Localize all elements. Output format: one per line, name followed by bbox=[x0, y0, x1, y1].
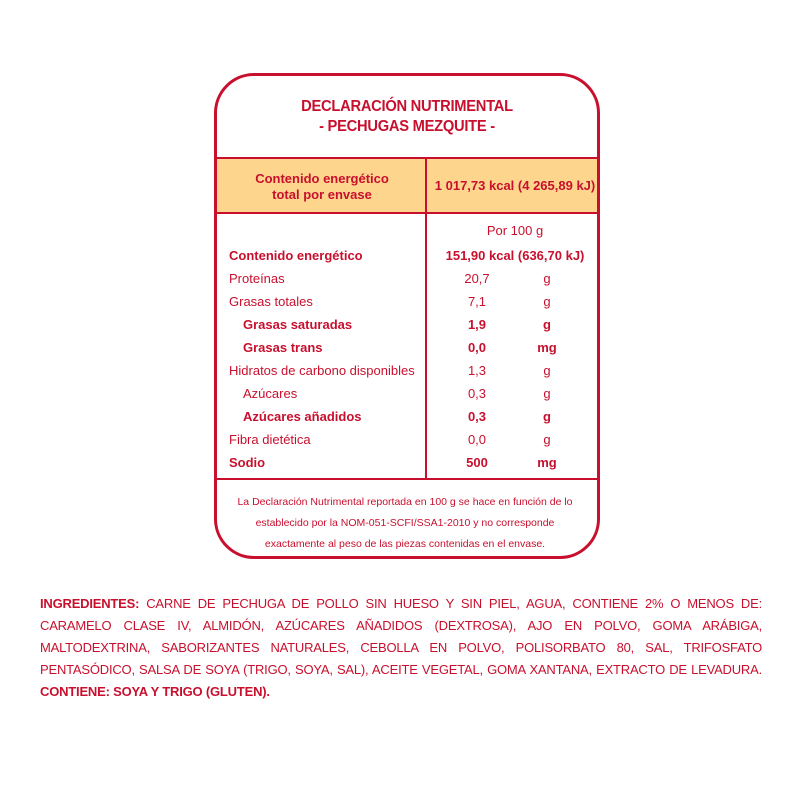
nutrient-name: Fibra dietética bbox=[229, 432, 311, 447]
nutrient-row bbox=[217, 340, 597, 360]
nutrient-value: 0,0 bbox=[467, 340, 487, 355]
nutrient-value: 0,3 bbox=[467, 409, 487, 424]
nutrition-facts-panel bbox=[214, 73, 600, 559]
energy-total-band bbox=[217, 157, 597, 214]
nutrient-value: 20,7 bbox=[464, 271, 490, 286]
nutrient-name: Azúcares bbox=[243, 386, 298, 401]
nutrient-unit: g bbox=[543, 432, 551, 447]
nutrient-unit: mg bbox=[537, 340, 557, 355]
per-100g-header: Por 100 g bbox=[486, 223, 544, 238]
nutrient-value: 7,1 bbox=[467, 294, 487, 309]
energy-total-label bbox=[227, 171, 417, 203]
ingredients-heading: INGREDIENTES: bbox=[40, 596, 140, 611]
nutrient-name: Azúcares añadidos bbox=[243, 409, 362, 424]
energy-total-label-line2: total por envase bbox=[272, 187, 372, 202]
nutrient-unit: g bbox=[543, 294, 551, 309]
nutrient-row bbox=[217, 363, 597, 383]
nutrient-value: 500 bbox=[466, 455, 488, 470]
nutrient-unit: g bbox=[543, 409, 551, 424]
nutrient-value: 151,90 kcal (636,70 kJ) bbox=[445, 248, 585, 263]
nutrient-name: Contenido energético bbox=[229, 248, 363, 263]
nutrient-unit: g bbox=[543, 363, 551, 378]
nutrient-value: 0,3 bbox=[467, 386, 487, 401]
nutrient-row bbox=[217, 386, 597, 406]
nutrient-name: Sodio bbox=[229, 455, 266, 470]
nutrient-row bbox=[217, 294, 597, 314]
nutrient-row bbox=[217, 271, 597, 291]
nutrient-unit: g bbox=[543, 386, 551, 401]
nutrient-unit: g bbox=[543, 317, 551, 332]
label-subtitle: - PECHUGAS MEZQUITE - bbox=[319, 118, 495, 135]
nutrient-name: Hidratos de carbono disponibles bbox=[229, 363, 415, 378]
nutrient-unit: mg bbox=[537, 455, 557, 470]
nutrient-row bbox=[217, 317, 597, 337]
label-title: DECLARACIÓN NUTRIMENTAL bbox=[301, 98, 513, 115]
nutrient-name: Grasas saturadas bbox=[243, 317, 353, 332]
nutrient-value: 0,0 bbox=[467, 432, 487, 447]
nutrient-value: 1,9 bbox=[467, 317, 487, 332]
nutrient-row bbox=[217, 248, 597, 268]
nutrient-value: 1,3 bbox=[467, 363, 487, 378]
energy-total-label-line1: Contenido energético bbox=[255, 171, 389, 186]
nutrient-name: Grasas totales bbox=[229, 294, 313, 309]
nutrient-name: Grasas trans bbox=[243, 340, 323, 355]
nutrient-row bbox=[217, 432, 597, 452]
nutrient-name: Proteínas bbox=[229, 271, 285, 286]
ingredients-text bbox=[40, 593, 762, 703]
energy-total-value: 1 017,73 kcal (4 265,89 kJ) bbox=[434, 178, 596, 193]
nutrient-row bbox=[217, 455, 597, 475]
nutrient-row bbox=[217, 409, 597, 429]
nutrient-unit: g bbox=[543, 271, 551, 286]
label-footnote: La Declaración Nutrimental reportada en 100 g se hace en función de lo establecido por la NOM-051-SCFI/SSA1-2010 y no corresponde exactamente al peso de las piezas contenidas en el envase. bbox=[237, 496, 573, 550]
table-bottom-divider bbox=[217, 478, 597, 480]
contains-heading: CONTIENE: bbox=[40, 684, 110, 699]
contains-list: SOYA Y TRIGO (GLUTEN). bbox=[109, 684, 270, 699]
ingredients-list: CARNE DE PECHUGA DE POLLO SIN HUESO Y SIN PIEL, AGUA, CONTIENE 2% O MENOS DE: CARAMELO CLASE IV, ALMIDÓN, AZÚCARES AÑADIDOS (DEXTROSA), AJO EN POLVO, GOMA ARÁBIGA, MALTODEXTRINA, SABORIZANTES NATURALES, CEBOLLA EN POLVO, POLISORBATO 80, SAL, TRIFOSFATO PENTASÓDICO, SALSA DE SOYA (TRIGO, SOYA, SAL), ACEITE VEGETAL, GOMA XANTANA, EXTRACTO DE LEVADURA. bbox=[40, 596, 762, 677]
